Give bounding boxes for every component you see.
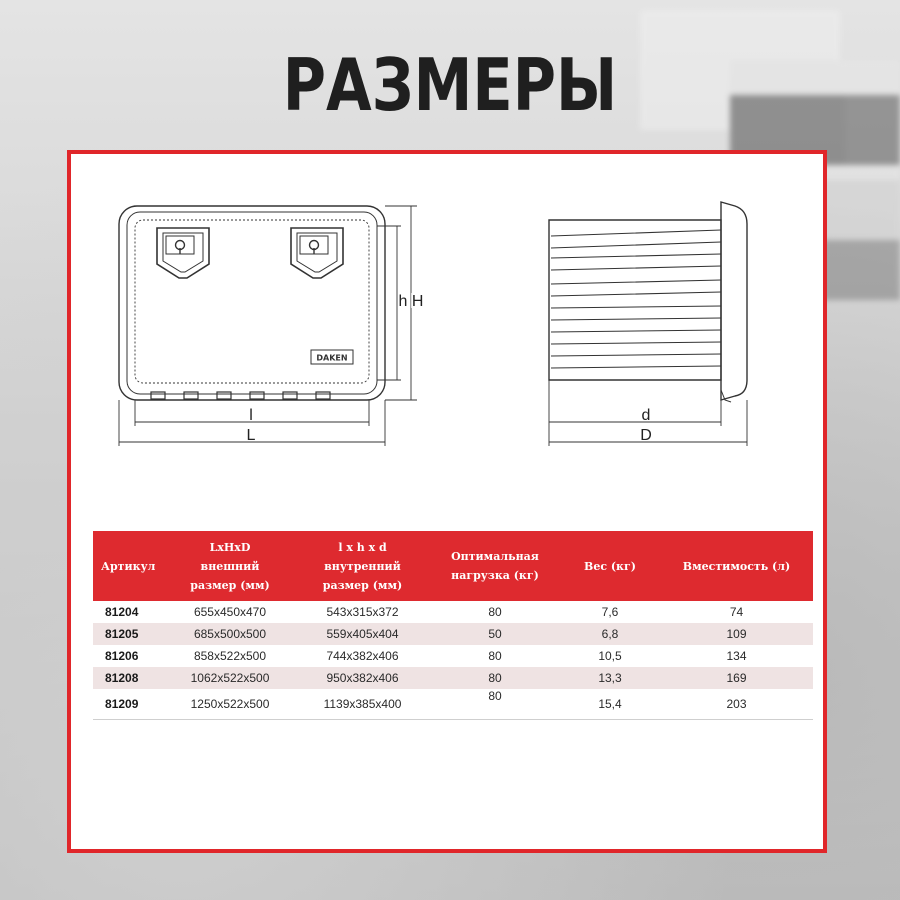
header-inner-line-1: l x h x d — [338, 540, 387, 554]
cell-capacity: 74 — [729, 605, 744, 619]
header-outer-line-3: размер (мм) — [190, 578, 270, 592]
cell-load: 80 — [488, 649, 502, 663]
cell-capacity: 109 — [660, 623, 813, 645]
technical-drawings — [71, 154, 823, 484]
cell-capacity: 134 — [726, 649, 747, 663]
header-inner-size — [295, 531, 430, 601]
table-row — [93, 601, 813, 623]
cell-load: 80 — [430, 667, 560, 689]
header-capacity: Вместимость (л) — [660, 531, 813, 601]
cell-weight: 10,5 — [598, 649, 622, 663]
cell-weight: 13,3 — [560, 667, 660, 689]
cell-load: 80 — [430, 689, 560, 719]
cell-outer-size: 1250x522x500 — [165, 689, 295, 719]
lock-left-icon — [157, 228, 209, 278]
cell-article: 81208 — [93, 667, 165, 689]
cell-weight: 7,6 — [601, 605, 619, 619]
page-title: РАЗМЕРЫ — [282, 43, 618, 127]
table-row — [93, 645, 813, 667]
cell-article: 81204 — [105, 605, 139, 619]
header-inner-line-3: размер (мм) — [322, 578, 403, 592]
dim-label-l-inner: l — [249, 407, 253, 424]
cell-load: 50 — [430, 623, 560, 645]
cell-inner-size: 1139x385x400 — [295, 689, 430, 719]
header-load-line-2: нагрузка (кг) — [451, 569, 539, 582]
header-load-line-1: Оптимальная — [451, 550, 539, 563]
cell-article: 81209 — [93, 689, 165, 719]
dim-label-d-inner: d — [641, 407, 651, 424]
specs-table-container — [93, 531, 813, 720]
lock-right-icon — [291, 228, 343, 278]
header-outer-line-2: внешний — [200, 559, 260, 573]
table-row — [93, 667, 813, 689]
cell-outer-size: 858x522x500 — [193, 649, 267, 663]
header-outer-size — [165, 531, 295, 601]
header-article: Артикул — [93, 531, 165, 601]
cell-article: 81206 — [105, 649, 139, 663]
table-row — [93, 623, 813, 645]
table-row — [93, 689, 813, 719]
header-inner-line-2: внутренний — [324, 559, 401, 573]
dim-label-D-outer: D — [640, 427, 652, 444]
brand-plate-text: DAKEN — [316, 353, 348, 363]
cell-load: 80 — [488, 605, 502, 619]
header-load — [430, 531, 560, 601]
dim-label-L-outer: L — [246, 427, 256, 444]
specs-table — [93, 531, 813, 720]
table-header-row — [93, 531, 813, 601]
cell-capacity: 169 — [660, 667, 813, 689]
cell-inner-size: 543x315x372 — [326, 605, 399, 619]
header-weight: Вес (кг) — [560, 531, 660, 601]
header-outer-line-1: LxHxD — [209, 540, 251, 554]
dimensions-panel — [67, 150, 827, 853]
cell-weight: 6,8 — [560, 623, 660, 645]
cell-inner-size: 559x405x404 — [295, 623, 430, 645]
dim-label-h-H: h H — [398, 293, 424, 310]
front-view-drawing — [119, 206, 417, 446]
cell-outer-size: 655x450x470 — [193, 605, 267, 619]
cell-inner-size: 950x382x406 — [295, 667, 430, 689]
cell-outer-size: 685x500x500 — [165, 623, 295, 645]
cell-outer-size: 1062x522x500 — [165, 667, 295, 689]
cell-inner-size: 744x382x406 — [326, 649, 399, 663]
cell-capacity: 203 — [660, 689, 813, 719]
cell-article: 81205 — [93, 623, 165, 645]
cell-weight: 15,4 — [560, 689, 660, 719]
